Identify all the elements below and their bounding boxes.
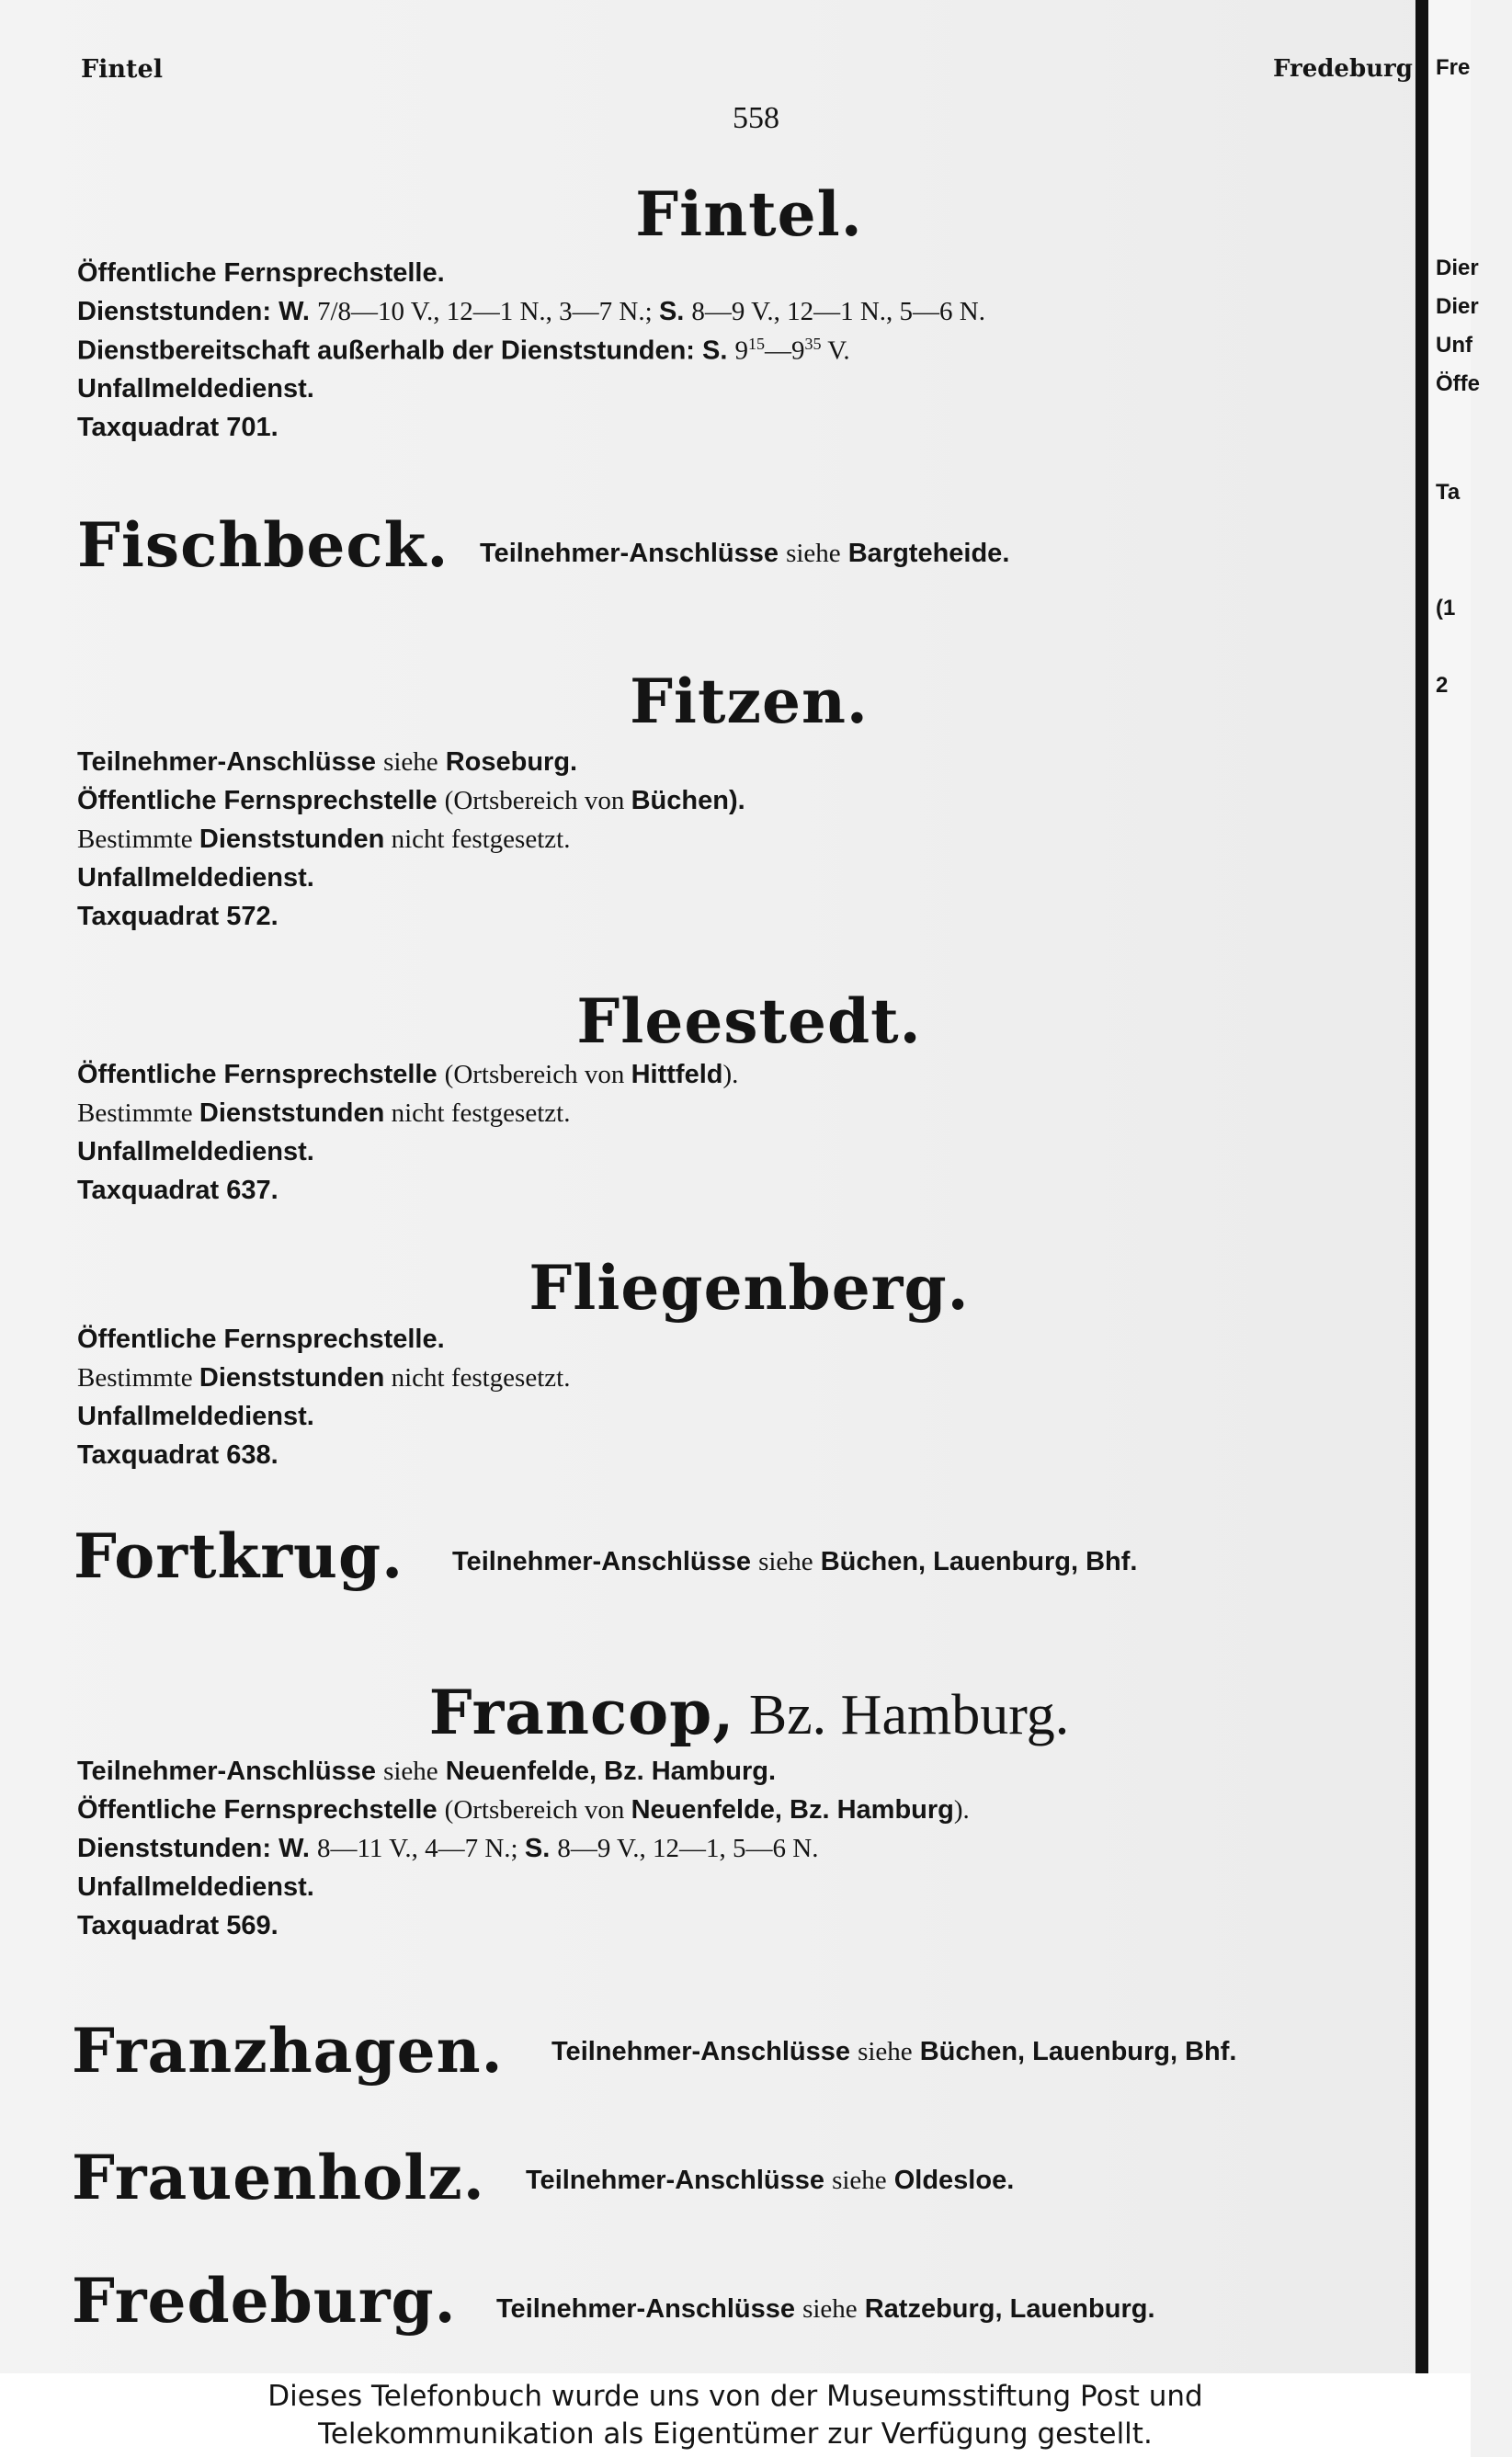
- adjacent-page-fragment: Öffe: [1436, 371, 1480, 396]
- entry-title-fintel: Fintel.: [635, 178, 863, 250]
- adjacent-page-strip: [1428, 0, 1480, 2373]
- entry-line: Öffentliche Fernsprechstelle.: [77, 258, 445, 288]
- entry-title-fischbeck: Fischbeck.: [77, 509, 449, 581]
- entry-line: Öffentliche Fernsprechstelle (Ortsbereich von Hittfeld).: [77, 1060, 739, 1089]
- entry-line: Dienstbereitschaft außerhalb der Dienststunden: S. $9^{15}—9^{35}$ V.: [77, 335, 850, 366]
- adjacent-page-fragment: Unf: [1436, 333, 1472, 358]
- entry-reference: Teilnehmer-Anschlüsse siehe Büchen, Lauenburg, Bhf.: [551, 2037, 1237, 2066]
- entry-line: Taxquadrat 569.: [77, 1911, 279, 1940]
- entry-line: Bestimmte Dienststunden nicht festgesetzt.: [77, 1363, 571, 1393]
- entry-line: Taxquadrat 701.: [77, 413, 279, 442]
- entry-line: Unfallmeldedienst.: [77, 374, 314, 404]
- entry-title-frauenholz: Frauenholz.: [72, 2142, 485, 2213]
- footer-line-2: Telekommunikation als Eigentümer zur Verfügung gestellt.: [318, 2417, 1153, 2451]
- entry-line: Öffentliche Fernsprechstelle (Ortsbereich von Büchen).: [77, 786, 745, 815]
- entry-reference: Teilnehmer-Anschlüsse siehe Ratzeburg, Lauenburg.: [496, 2294, 1155, 2324]
- footer-line-1: Dieses Telefonbuch wurde uns von der Museumsstiftung Post und: [267, 2380, 1203, 2413]
- entry-line: Taxquadrat 637.: [77, 1176, 279, 1205]
- entry-line: Dienststunden: W. 8—11 V., 4—7 N.; S. 8—9 V., 12—1, 5—6 N.: [77, 1834, 819, 1863]
- entry-title-fleestedt: Fleestedt.: [576, 985, 922, 1057]
- entry-line: Öffentliche Fernsprechstelle.: [77, 1325, 445, 1354]
- entry-line: Dienststunden: W. 7/8—10 V., 12—1 N., 3—7 N.; S. 8—9 V., 12—1 N., 5—6 N.: [77, 297, 985, 326]
- entry-title-francop: Francop, Bz. Hamburg.: [428, 1677, 1070, 1748]
- entry-line: Unfallmeldedienst.: [77, 863, 314, 893]
- attribution-footer: [0, 2373, 1471, 2457]
- entry-title-fliegenberg: Fliegenberg.: [529, 1252, 970, 1324]
- running-header-right: Fredeburg: [1273, 55, 1413, 83]
- adjacent-page-header: Fre: [1436, 55, 1471, 80]
- entry-line: Bestimmte Dienststunden nicht festgesetzt.: [77, 825, 571, 854]
- adjacent-page-fragment: Dier: [1436, 256, 1479, 280]
- entry-title-fredeburg: Fredeburg.: [72, 2265, 457, 2337]
- entry-line: Teilnehmer-Anschlüsse siehe Roseburg.: [77, 747, 578, 777]
- entry-title-franzhagen: Franzhagen.: [72, 2015, 504, 2087]
- entry-title-fitzen: Fitzen.: [630, 665, 869, 737]
- entry-line: Unfallmeldedienst.: [77, 1402, 314, 1431]
- entry-line: Taxquadrat 638.: [77, 1440, 279, 1470]
- entry-line: Bestimmte Dienststunden nicht festgesetzt.: [77, 1098, 571, 1128]
- entry-title-fortkrug: Fortkrug.: [74, 1520, 404, 1592]
- entry-line: Unfallmeldedienst.: [77, 1872, 314, 1902]
- entry-reference: Teilnehmer-Anschlüsse siehe Oldesloe.: [526, 2166, 1015, 2195]
- entry-reference: Teilnehmer-Anschlüsse siehe Büchen, Lauenburg, Bhf.: [452, 1547, 1138, 1576]
- adjacent-page-fragment: (1: [1436, 596, 1456, 620]
- page-gutter: [1415, 0, 1428, 2373]
- adjacent-page-fragment: 2: [1436, 673, 1449, 698]
- entry-line: Öffentliche Fernsprechstelle (Ortsbereich von Neuenfelde, Bz. Hamburg).: [77, 1795, 970, 1825]
- entry-reference: Teilnehmer-Anschlüsse siehe Bargteheide.: [480, 539, 1010, 568]
- adjacent-page-fragment: Dier: [1436, 294, 1479, 319]
- page-number: 558: [733, 101, 779, 135]
- adjacent-page-fragment: Ta: [1436, 480, 1461, 505]
- entry-line: Taxquadrat 572.: [77, 902, 279, 931]
- entry-subtitle: Bz. Hamburg.: [734, 1684, 1070, 1746]
- entry-line: Unfallmeldedienst.: [77, 1137, 314, 1166]
- entry-line: Teilnehmer-Anschlüsse siehe Neuenfelde, Bz. Hamburg.: [77, 1757, 777, 1786]
- running-header-left: Fintel: [81, 55, 163, 84]
